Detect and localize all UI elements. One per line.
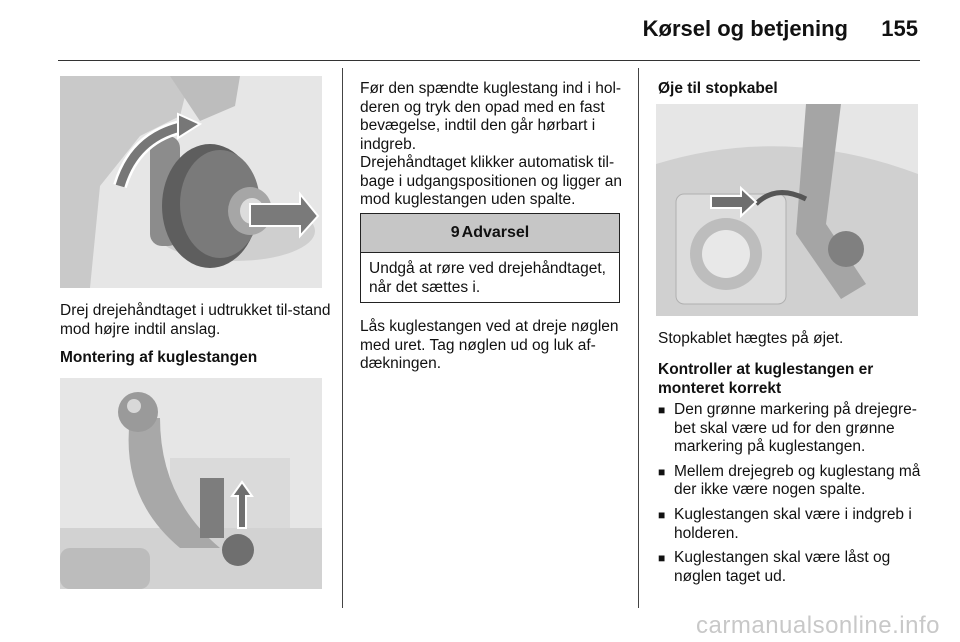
caption-stop-cable: Stopkablet hægtes på øjet.	[658, 330, 844, 347]
warning-icon: 9	[450, 224, 460, 241]
column-divider-left	[342, 68, 343, 608]
paragraph-handle-clicks: Drejehåndtaget klikker automatisk til-bage i udgangspositionen og ligger an mod kuglestangen uden spalte.	[360, 154, 622, 209]
illustration-stop-cable-eye	[656, 104, 918, 316]
illustration-mount-towbar	[60, 378, 322, 589]
column-divider-right	[638, 68, 639, 608]
page-title: Kørsel og betjening	[642, 16, 848, 41]
paragraph-lock-towbar: Lås kuglestangen ved at dreje nøglen med uret. Tag nøglen ud og luk af-dækningen.	[360, 318, 619, 373]
bullet-square-icon: ■	[658, 464, 666, 479]
caption-turn-handle: Drej drejehåndtaget i udtrukket til-stand mod højre indtil anslag.	[60, 302, 331, 338]
illustration-turn-handle	[60, 76, 322, 288]
list-item: ■ Den grønne markering på drejegre-bet skal være ud for den grønne markering på kuglestangen.	[658, 401, 917, 456]
subheading-mounting: Montering af kuglestangen	[60, 349, 258, 366]
bullet-square-icon: ■	[658, 403, 666, 417]
warning-box	[360, 213, 620, 303]
header-rule	[58, 60, 920, 61]
list-item: ■ Kuglestangen skal være låst og nøglen taget ud.	[658, 549, 891, 585]
heading-stop-cable-eye: Øje til stopkabel	[658, 80, 778, 97]
list-item: ■ Mellem drejegreb og kuglestang må der ikke være nogen spalte.	[658, 462, 921, 499]
warning-title: Advarsel	[461, 224, 530, 241]
bullet-square-icon: ■	[658, 507, 666, 522]
bullet-square-icon: ■	[658, 551, 666, 566]
warning-body: Undgå at røre ved drejehåndtaget, når det sættes i.	[369, 260, 606, 296]
warning-header	[361, 214, 619, 253]
page-number: 155	[881, 16, 918, 41]
heading-check-mounting: Kontroller at kuglestangen er monteret korrekt	[658, 361, 874, 397]
check-list	[658, 401, 926, 592]
list-item: ■ Kuglestangen skal være i indgreb i holderen.	[658, 505, 912, 542]
paragraph-insert-towbar: Før den spændte kuglestang ind i hol-deren og tryk den opad med en fast bevægelse, indtil den går hørbart i indgreb.	[360, 80, 622, 153]
watermark: carmanualsonline.info	[696, 612, 940, 639]
